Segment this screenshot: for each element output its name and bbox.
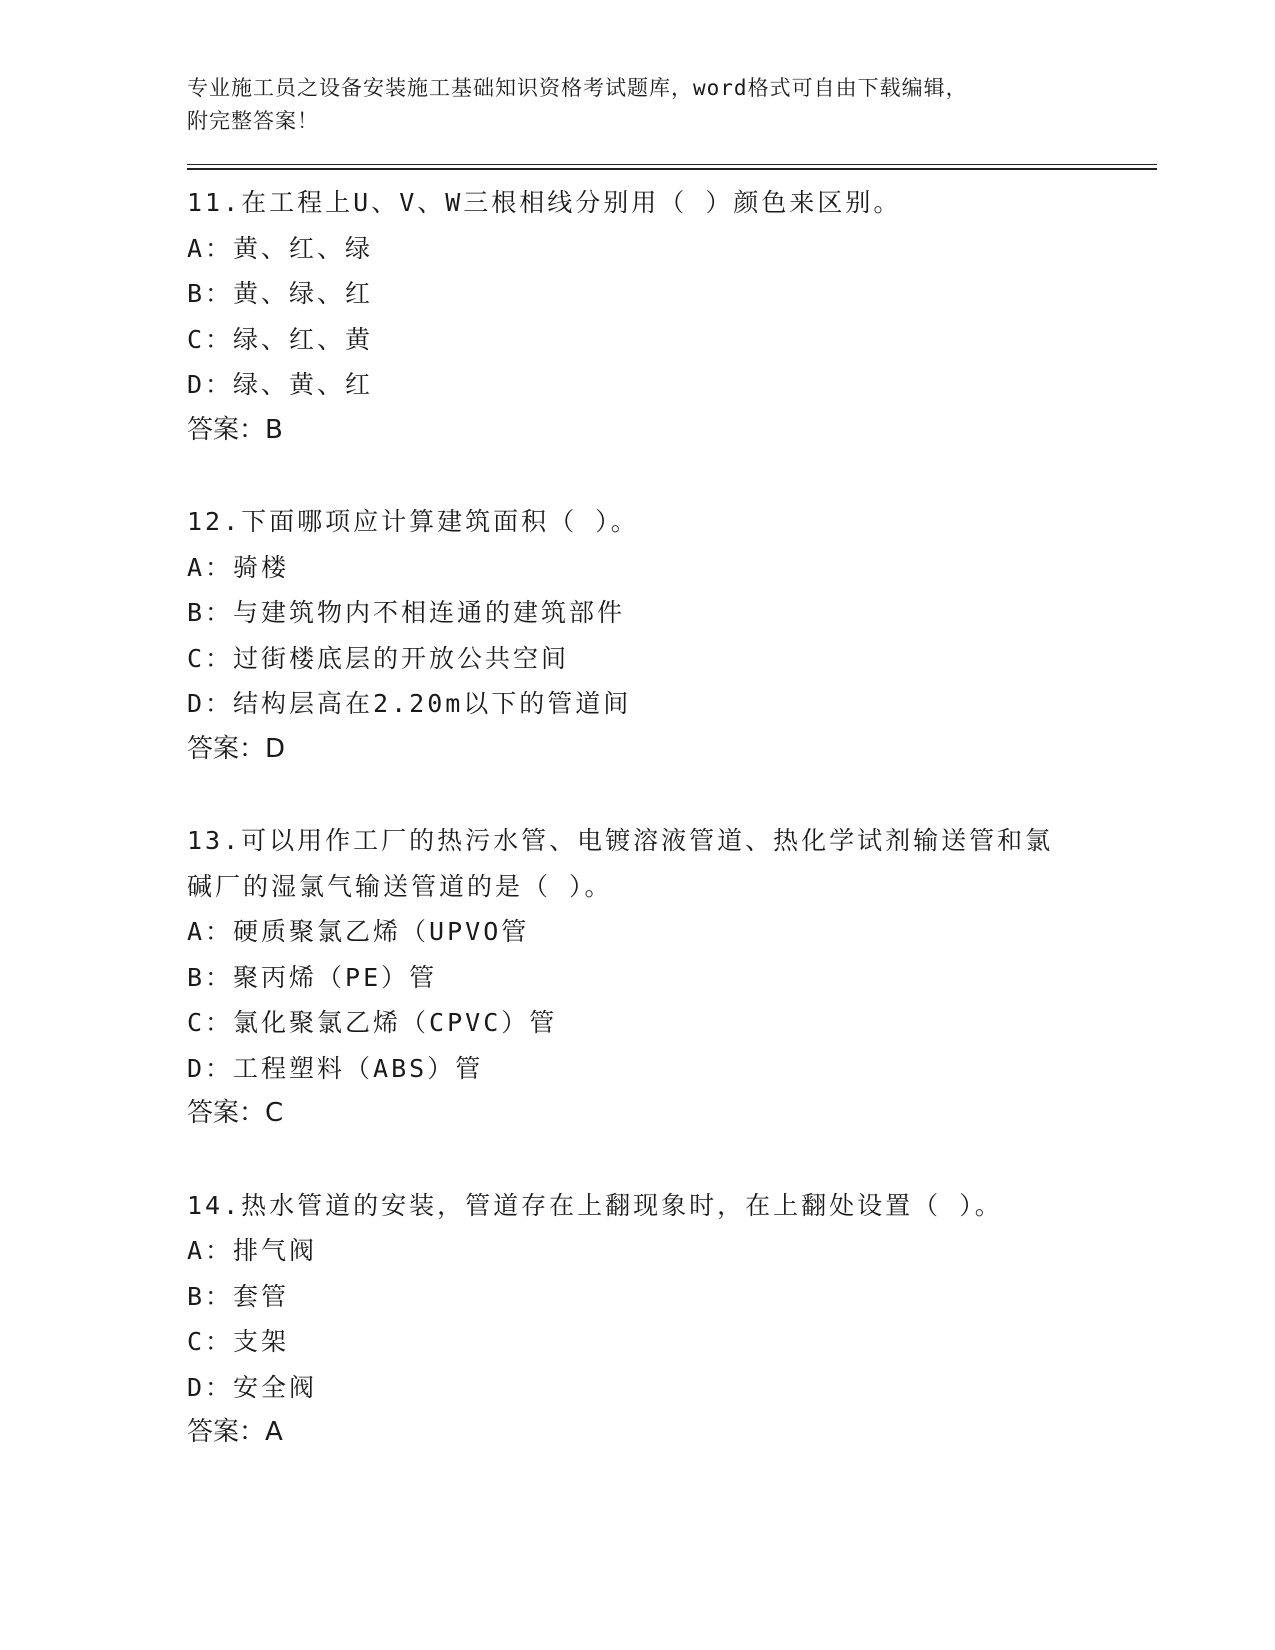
question-stem: 14.热水管道的安装，管道存在上翻现象时，在上翻处设置（ ）。 <box>187 1190 1003 1220</box>
option-b: B：套管 <box>187 1281 290 1311</box>
option-d: D：工程塑料（ABS）管 <box>187 1053 484 1083</box>
question-list <box>187 180 1157 1456</box>
option-a: A：黄、红、绿 <box>187 233 374 263</box>
option-b: B：黄、绿、红 <box>187 279 374 308</box>
answer: 答案：B <box>187 414 283 445</box>
answer: 答案：C <box>187 1098 284 1128</box>
option-d: D：安全阀 <box>187 1372 318 1402</box>
question-11 <box>187 180 1157 453</box>
header-divider <box>187 164 1157 170</box>
question-12 <box>187 499 1157 772</box>
option-c: C：氯化聚氯乙烯（CPVC）管 <box>187 1008 558 1037</box>
option-c: C：绿、红、黄 <box>187 324 374 354</box>
document-page <box>187 72 1157 1502</box>
question-14 <box>187 1183 1157 1456</box>
answer: 答案：D <box>187 733 286 764</box>
option-d: D：绿、黄、红 <box>187 370 374 399</box>
question-stem: 12.下面哪项应计算建筑面积（ ）。 <box>187 507 639 536</box>
question-stem-line-1: 13.可以用作工厂的热污水管、电镀溶液管道、热化学试剂输送管和氯 <box>187 826 1054 855</box>
option-a: A：骑楼 <box>187 552 290 582</box>
option-a: A：排气阀 <box>187 1236 318 1265</box>
header-line-2: 附完整答案！ <box>187 109 319 133</box>
option-b: B：与建筑物内不相连通的建筑部件 <box>187 598 626 627</box>
header-line-1: 专业施工员之设备安装施工基础知识资格考试题库，word格式可自由下载编辑， <box>187 76 968 100</box>
answer: 答案：A <box>187 1417 283 1447</box>
option-c: C：过街楼底层的开放公共空间 <box>187 643 570 673</box>
option-a: A：硬质聚氯乙烯（UPVO管 <box>187 917 530 946</box>
option-d: D：结构层高在2.20m以下的管道间 <box>187 689 632 718</box>
question-13 <box>187 818 1157 1137</box>
option-b: B：聚丙烯（PE）管 <box>187 962 438 992</box>
question-stem-line-2: 碱厂的湿氯气输送管道的是（ ）。 <box>187 871 613 901</box>
document-header <box>187 72 1157 138</box>
option-c: C：支架 <box>187 1327 290 1356</box>
question-stem: 11.在工程上U、V、W三根相线分别用（ ）颜色来区别。 <box>187 188 902 217</box>
